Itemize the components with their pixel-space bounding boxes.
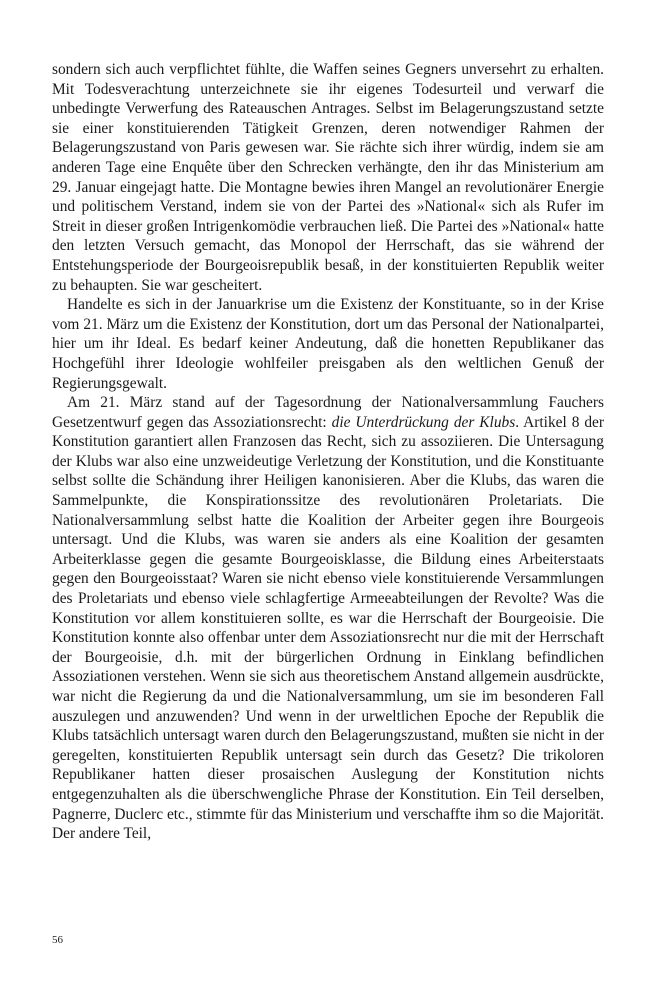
emphasized-phrase: die Unterdrückung der Klubs (331, 413, 516, 431)
paragraph-3 (52, 393, 604, 844)
page-body (52, 60, 604, 844)
paragraph-2: Handelte es sich in der Januarkrise um die Existenz der Konstituante, so in der Krise vom 21. März um die Existenz der Konstitution, dort um das Personal der Nationalpartei, hier um ihr Ideal. Es bedarf keiner Andeutung, daß die honetten Republikaner das Hochgefühl ihrer Ideologie wohlfeiler preisgaben als den weltlichen Genuß der Regierungsgewalt. (52, 296, 604, 392)
page-number: 56 (52, 934, 63, 946)
paragraph-3-rest: . Artikel 8 der Konstitution garantiert allen Franzosen das Recht, sich zu assoziieren. Die Untersagung der Klubs war also eine unzweideutige Verletzung der Konstitution, und die Konstituante selbst sollte die Schändung ihrer Heiligen kanonisieren. Aber die Klubs, das waren die Sammelpunkte, die Konspirationssitze des revolutionären Proletariats. Die Nationalversammlung selbst hatte die Koalition der Arbeiter gegen ihre Bourgeois untersagt. Und die Klubs, was waren sie anders als eine Koalition der gesamten Arbeiterklasse gegen die gesamte Bourgeoisklasse, die Bildung eines Arbeiterstaats gegen den Bourgeoisstaat? Waren sie nicht ebenso viele konstituierende Versammlungen des Proletariats und ebenso viele schlagfertige Armeeabteilungen der Revolte? Was die Konstitution vor allem konstituieren sollte, es war die Herrschaft der Bourgeoisie. Die Konstitution konnte also offenbar unter dem Assoziationsrecht nur die mit der Herrschaft der Bourgeoisie, d.h. mit der bürgerlichen Ordnung in Einklang befindlichen Assoziationen verstehen. Wenn sie sich aus theoretischem Anstand allgemein ausdrückte, war nicht die Regierung da und die Nationalversammlung, um sie im besonderen Fall auszulegen und anzuwenden? Und wenn in der urweltlichen Epoche der Republik die Klubs tatsächlich untersagt waren durch den Belagerungszustand, mußten sie nicht in der geregelten, konstituierten Republik untersagt sein durch das Gesetz? Die trikoloren Republikaner hatten dieser prosaischen Auslegung der Konstitution nichts entgegenzuhalten als die überschwengliche Phrase der Konstitution. Ein Teil derselben, Pagnerre, Duclerc etc., stimmte für das Ministerium und verschaffte ihm so die Majorität. Der andere Teil, (52, 413, 605, 843)
paragraph-1: sondern sich auch verpflichtet fühlte, die Waffen seines Gegners unversehrt zu erhalten. Mit Todesverachtung unterzeichnete sie ihr eigenes Todesurteil und verwarf die unbedingte Verwerfung des Rateauschen Antrages. Selbst im Belagerungszustand setzte sie einer konstituierenden Tätigkeit Grenzen, deren notwendiger Rahmen der Belagerungszustand von Paris gewesen war. Sie rächte sich ihrer würdig, indem sie am anderen Tage eine Enquête über den Schrecken verhängte, den ihr das Ministerium am 29. Januar eingejagt hatte. Die Montagne bewies ihren Mangel an revolutionärer Energie und politischem Verstand, indem sie von der Partei des »National« sich als Rufer im Streit in dieser großen Intrigenkomödie verbrauchen ließ. Die Partei des »National« hatte den letzten Versuch gemacht, das Monopol der Herrschaft, das sie während der Entstehungsperiode der Bourgeoisrepublik besaß, in der konstituierten Republik weiter zu behaupten. Sie war gescheitert. (52, 61, 604, 294)
paragraph-3-lead: Am 21. März stand auf der Tagesordnung der Nationalversammlung Fauchers Gesetzentwurf gegen das Assoziationsrecht: (52, 394, 604, 431)
